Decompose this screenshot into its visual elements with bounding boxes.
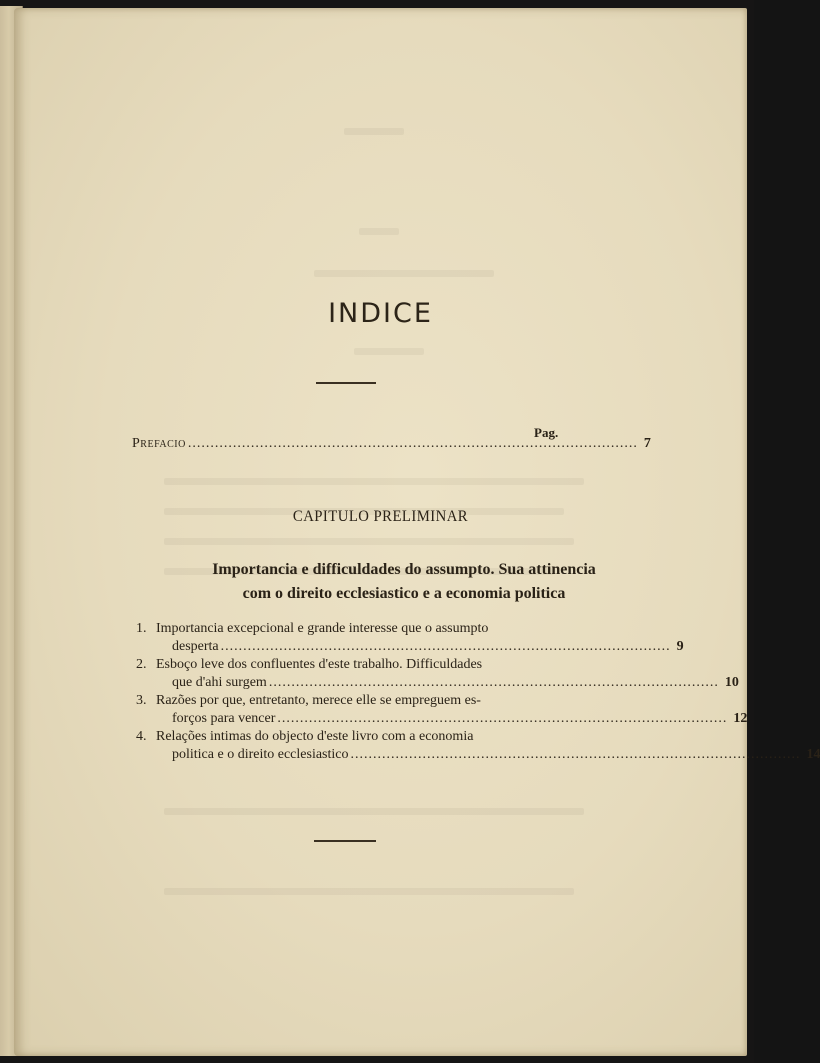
entry-1-page-number: 9 xyxy=(676,639,684,654)
entry-4-number: 4. xyxy=(136,729,147,744)
preface-label: Prefacio xyxy=(132,436,186,451)
closing-divider xyxy=(314,840,376,842)
title-divider xyxy=(316,382,376,384)
entry-2-line-1: Esboço leve dos confluentes d'este trabalho. Difficuldades xyxy=(156,657,483,672)
entry-2-line-2: que d'ahi surgem xyxy=(172,675,267,690)
book-page xyxy=(14,8,820,1056)
entry-3-number: 3. xyxy=(136,693,147,708)
preface-row xyxy=(132,435,651,453)
entry-1-row xyxy=(172,638,684,656)
chapter-subtitle xyxy=(134,558,674,606)
leader-dots: .................................................................................................... xyxy=(220,639,671,654)
entry-3-page-number: 12 xyxy=(733,711,748,726)
entry-1-number: 1. xyxy=(136,621,147,636)
leader-dots: .................................................................................................... xyxy=(187,436,638,451)
entry-3-line-1: Razões por que, entretanto, merece elle se empreguem es- xyxy=(156,693,481,708)
leader-dots: .................................................................................................... xyxy=(268,675,719,690)
chapter-subtitle-line-2: com o direito ecclesiastico e a economia politica xyxy=(242,585,566,602)
chapter-subtitle-line-1: Importancia e difficuldades do assumpto. Sua attinencia xyxy=(212,561,596,578)
entry-3-line-2: forços para vencer xyxy=(172,711,276,726)
page-column-label: Pag. xyxy=(534,425,559,440)
entry-4-page-number: 14 xyxy=(806,747,820,762)
entry-4-line-1: Relações intimas do objecto d'este livro com a economia xyxy=(156,729,474,744)
entry-4-row xyxy=(172,746,820,764)
entry-1-line-1: Importancia excepcional e grande interesse que o assumpto xyxy=(156,621,489,636)
chapter-heading: CAPITULO PRELIMINAR xyxy=(292,508,469,525)
entry-2-row xyxy=(172,674,739,692)
leader-dots: .................................................................................................... xyxy=(350,747,801,762)
page-title: INDICE xyxy=(328,298,433,329)
entry-4-line-2: politica e o direito ecclesiastico xyxy=(172,747,349,762)
leader-dots: .................................................................................................... xyxy=(277,711,728,726)
entry-2-number: 2. xyxy=(136,657,147,672)
bleed-through-texture xyxy=(14,8,747,1056)
entry-2-page-number: 10 xyxy=(724,675,739,690)
entry-1-line-2: desperta xyxy=(172,639,219,654)
preface-page-number: 7 xyxy=(643,436,651,451)
entry-3-row xyxy=(172,710,748,728)
